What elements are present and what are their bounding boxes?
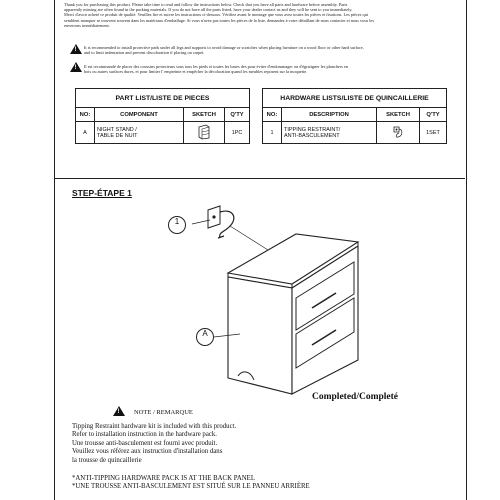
step-title: STEP-ÉTAPE 1 (72, 188, 132, 198)
col-header: DESCRIPTION (282, 108, 377, 122)
part-list-table (75, 88, 250, 144)
note-line: la trousse de quincaillerie (72, 456, 142, 464)
note-line: Veuillez vous référez aux instruction d'installation dans (72, 448, 223, 456)
warning-line: Il est recommandé de placer des coussins protecteurs sous tous les pieds et toutes les bases des pour éviter d'endommager ou d'égratigner les planchers en (84, 64, 349, 69)
completed-label: Completed/Completé (312, 392, 399, 402)
warning-line: and to limit indentation and prevent discoloration if placing on carpet. (84, 50, 205, 56)
table-row (263, 122, 447, 144)
note-footnote: *ANTI-TIPPING HARDWARE PACK IS AT THE BACK PANEL (72, 475, 255, 482)
intro-line: Merci d'avoir acheté ce produit de qualité. Veuillez lire et suivre les instructions ci-dessous. Vérifiez avant le montage que vous avez toutes les pièces et fixations. Les pièces qui (64, 12, 369, 18)
hardware-no: 1 (263, 122, 282, 144)
note-line: Une trousse anti-basculement est fourni avec produit. (72, 439, 218, 447)
note-line: Tipping Restraint hardware kit is included with this product. (72, 423, 237, 430)
hardware-list-table (262, 88, 447, 144)
hardware-qty: 1SET (420, 122, 447, 144)
warning-icon: ! (70, 62, 82, 72)
col-header: SKETCH (184, 108, 225, 122)
warning-french (84, 64, 462, 74)
tipping-restraint-sketch (377, 122, 420, 144)
part-qty: 1PC (225, 122, 250, 144)
col-header: COMPONENT (95, 108, 184, 122)
part-list-title: PART LIST/LISTE DE PIECES (76, 89, 250, 108)
component-line: TABLE DE NUIT (97, 132, 138, 139)
intro-line: apparently missing are often found in the packing materials. If you do not have all the parts listed, have your dealer contact us and they will be sent to you immediately. (64, 7, 353, 13)
hardware-list-title: HARDWARE LISTS/LISTE DE QUINCAILLERIE (263, 89, 447, 108)
intro-line: Thank you for purchasing this product. Please take time to read and follow the instructions below. Check that you have all parts and hardware before assembly. Parts (64, 2, 348, 7)
col-header: NO: (263, 108, 282, 122)
note-line: Refer to installation instruction in the hardware pack. (72, 431, 217, 439)
col-header: Q'TY (420, 108, 447, 122)
note-warning-icon: ! (113, 406, 125, 416)
description-line: ANTI-BASCULEMENT (284, 132, 340, 139)
callout-a: A (196, 328, 214, 346)
warning-line: It is recommended to install protective pads under all legs and supports to avoid damage or scratches when placing furniture on a wood floor or other hard surface, (84, 45, 364, 50)
note-label: NOTE / REMARQUE (134, 409, 193, 416)
part-no: A (76, 122, 95, 144)
note-footnotes (72, 475, 310, 492)
intro-text (64, 2, 458, 28)
note-footnote: *UNE TROUSSE ANTI-BASCULEMENT EST SITUÉ SUR LE PANNEU ARRIÈRE (72, 483, 310, 491)
intro-line: semblent manquer se trouvent souvent dans les matériaux d'emballage. Si vous n'avez pas toutes les pièces de la liste, demandez à votre détaillant de nous contacter et nous vous les (64, 17, 374, 23)
col-header: SKETCH (377, 108, 420, 122)
section-divider (54, 178, 465, 179)
nightstand-sketch (184, 122, 225, 144)
intro-line: enverrons immédiatement. (64, 22, 110, 28)
nightstand-illustration (100, 198, 370, 398)
col-header: Q'TY (225, 108, 250, 122)
part-component (95, 122, 184, 144)
table-row (76, 122, 250, 144)
component-line: NIGHT STAND / (97, 126, 137, 133)
warning-line: bois ou autres surfaces dures, et pour limiter l' empreinte et empêcher la décoloration quand les meubles reposent sur la moquette. (84, 69, 308, 75)
hardware-description (282, 122, 377, 144)
note-body (72, 423, 236, 465)
description-line: TIPPING RESTRAINT/ (284, 126, 341, 133)
warning-english (84, 45, 462, 55)
callout-1: 1 (168, 216, 186, 234)
warning-icon: ! (70, 44, 82, 54)
col-header: NO: (76, 108, 95, 122)
